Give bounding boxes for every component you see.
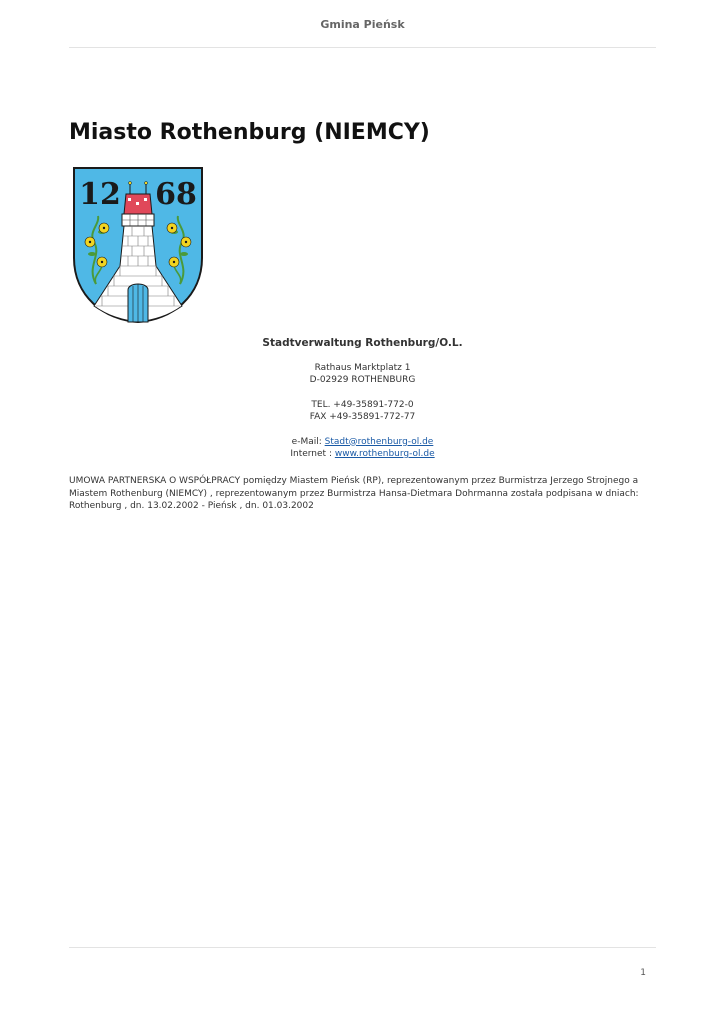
email-line — [69, 436, 656, 449]
website-line — [69, 448, 656, 461]
phone-group — [69, 399, 656, 424]
telephone: TEL. +49-35891-772-0 — [311, 399, 414, 410]
agreement-paragraph: UMOWA PARTNERSKA O WSPÓŁPRACY pomiędzy Miastem Pieńsk (RP), reprezentowanym przez Burmistrza Jerzego Strojnego a Miastem Rothenburg (NIEMCY) , reprezentowanym przez Burmistrza Hansa-Dietmara Dohrmanna została podpisana w dniach: Rothenburg , dn. 13.02.2002 - Pieńsk , dn. 01.03.2002 — [69, 476, 639, 512]
website-link[interactable]: www.rothenburg-ol.de — [334, 449, 435, 459]
coat-of-arms-image — [72, 166, 204, 324]
header-title: Gmina Pieńsk — [320, 18, 405, 31]
page-number: 1 — [640, 968, 646, 978]
contact-block — [69, 337, 656, 461]
address-line-2: D-02929 ROTHENBURG — [309, 375, 416, 385]
email-link[interactable]: Stadt@rothenburg-ol.de — [324, 436, 434, 447]
address-group — [69, 362, 656, 387]
organization-name: Stadtverwaltung Rothenburg/O.L. — [262, 337, 463, 349]
page-header — [69, 0, 656, 48]
email-label: e-Mail: — [291, 436, 325, 447]
year-left: 12 — [79, 177, 121, 212]
address-line-1: Rathaus Marktplatz 1 — [314, 362, 411, 373]
footer-divider — [69, 947, 656, 948]
fax: FAX +49-35891-772-77 — [309, 412, 416, 422]
page-title: Miasto Rothenburg (NIEMCY) — [69, 120, 430, 145]
website-label: Internet : — [290, 449, 335, 459]
online-group — [69, 436, 656, 461]
year-right: 68 — [155, 177, 197, 212]
